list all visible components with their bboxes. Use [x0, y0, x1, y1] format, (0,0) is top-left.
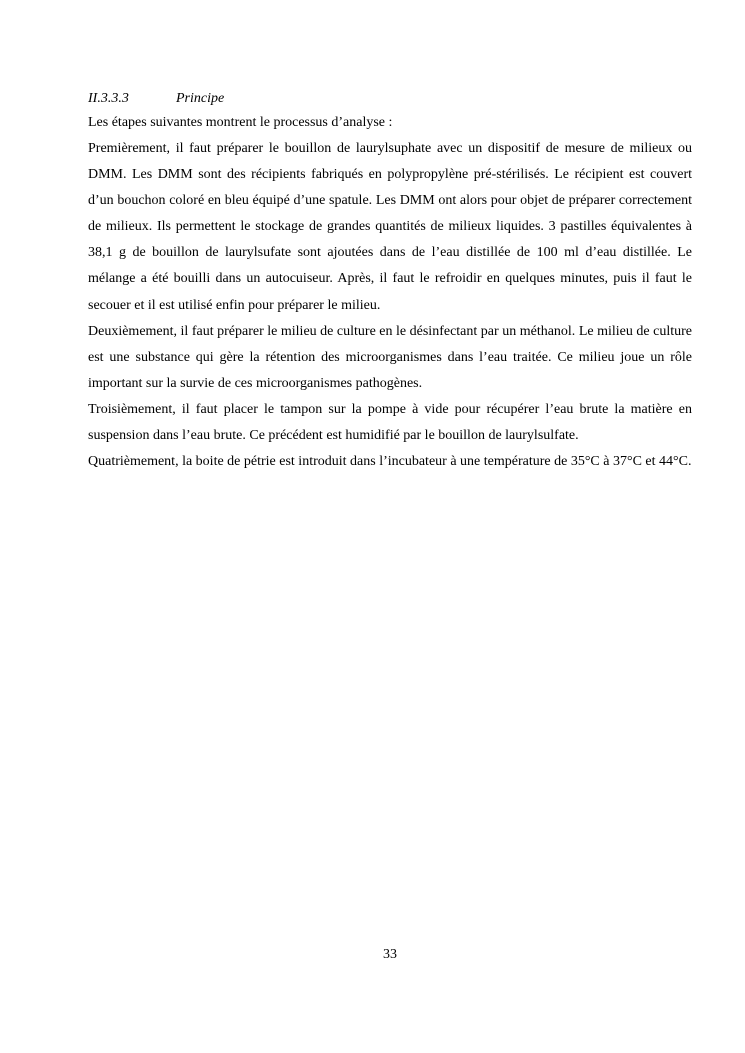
paragraph-third-step: Troisièmement, il faut placer le tampon sur la pompe à vide pour récupérer l’eau brute la matière en suspension dans l’eau brute. Ce précédent est humidifié par le bouillon de laurylsulfate.	[88, 401, 692, 444]
paragraph-second-step: Deuxièmement, il faut préparer le milieu de culture en le désinfectant par un méthanol. Le milieu de culture est une substance qui gère la rétention des microorganismes dans l’eau traitée. Ce milieu joue un rôle important sur la survie de ces microorganismes pathogènes.	[88, 323, 692, 391]
paragraph-first-step: Premièrement, il faut préparer le bouillon de laurylsuphate avec un dispositif de mesure de milieux ou DMM. Les DMM sont des récipients fabriqués en polypropylène pré-stérilisés. Le récipient est couvert d’un bouchon coloré en bleu équipé d’une spatule. Les DMM ont alors pour objet de préparer correctement de milieux. Ils permettent le stockage de grandes quantités de milieux liquides. 3 pastilles équivalentes à 38,1 g de bouillon de laurylsufate sont ajoutées dans de l’eau distillée de 100 ml d’eau distillée. Le mélange a été bouilli dans un autocuiseur. Après, il faut le refroidir en quelques minutes, puis il faut le secouer et il est utilisé enfin pour préparer le milieu.	[88, 141, 692, 313]
intro-sentence: Les étapes suivantes montrent le processus d’analyse :	[88, 115, 393, 130]
section-heading	[88, 88, 692, 110]
page-content	[88, 88, 692, 475]
section-title: Principe	[176, 91, 225, 106]
page-number: 33	[383, 947, 397, 962]
section-number: II.3.3.3	[88, 91, 129, 106]
paragraph-fourth-step: Quatrièmement, la boite de pétrie est introduit dans l’incubateur à une température de 35°C à 37°C et 44°C.	[88, 454, 692, 470]
